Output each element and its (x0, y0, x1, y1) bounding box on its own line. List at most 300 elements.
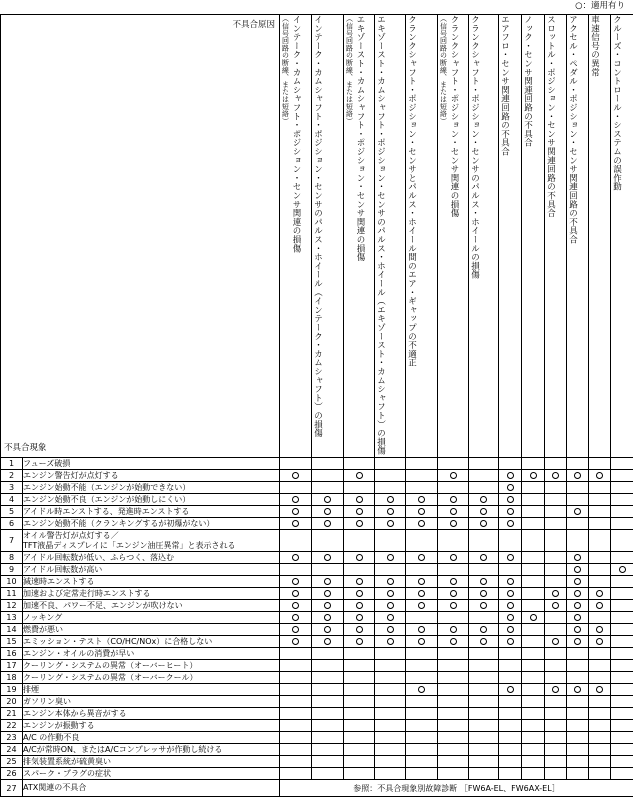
mark-cell (438, 744, 469, 756)
mark-cell (589, 600, 611, 612)
applicable-circle-icon (356, 472, 363, 479)
mark-cell (344, 494, 375, 506)
mark-cell (375, 552, 406, 564)
table-row (1, 518, 633, 530)
row-number: 17 (1, 660, 23, 672)
applicable-circle-icon (324, 578, 331, 585)
mark-cell (312, 600, 344, 612)
applicable-circle-icon (324, 496, 331, 503)
mark-cell (499, 576, 522, 588)
applicable-circle-icon (480, 520, 487, 527)
applicable-circle-icon (356, 496, 363, 503)
mark-cell (611, 576, 633, 588)
mark-cell (589, 744, 611, 756)
cause-main: インテーク・カムシャフト・ポジション・センサのパルス・ホイール（インテーク・カムシャフト）の損傷 (313, 15, 323, 437)
row-number: 3 (1, 482, 23, 494)
applicable-circle-icon (387, 508, 394, 515)
applicable-circle-icon (292, 554, 299, 561)
applicable-circle-icon (507, 520, 514, 527)
mark-cell (589, 636, 611, 648)
cause-label (589, 15, 600, 77)
mark-cell (344, 506, 375, 518)
mark-cell (312, 684, 344, 696)
mark-cell (312, 612, 344, 624)
mark-cell (469, 732, 499, 744)
mark-cell (499, 494, 522, 506)
mark-cell (469, 756, 499, 768)
mark-cell (589, 648, 611, 660)
cause-label (469, 15, 480, 279)
mark-cell (545, 494, 567, 506)
applicable-circle-icon (574, 472, 581, 479)
applicable-circle-icon (596, 602, 603, 609)
cause-header-9 (522, 15, 545, 458)
cause-main: アクセル・ペダル・ポジション・センサ関連回路の不具合 (568, 15, 578, 244)
applicable-circle-icon (418, 638, 425, 645)
mark-cell (344, 720, 375, 732)
table-row (1, 684, 633, 696)
mark-cell (499, 720, 522, 732)
mark-cell (567, 612, 589, 624)
applicable-circle-icon (387, 638, 394, 645)
mark-cell (567, 482, 589, 494)
mark-cell (545, 732, 567, 744)
mark-cell (567, 624, 589, 636)
symptom-line: オイル警告灯が点灯する／ (23, 531, 279, 541)
mark-cell (545, 612, 567, 624)
mark-cell (469, 768, 499, 780)
mark-cell (469, 458, 499, 470)
mark-cell (611, 768, 633, 780)
mark-cell (611, 708, 633, 720)
mark-cell (344, 470, 375, 482)
symptom-cell: エミッション・テスト（CO/HC/NOx）に合格しない (23, 636, 280, 648)
applicable-circle-icon (450, 496, 457, 503)
table-row (1, 768, 633, 780)
mark-cell (589, 768, 611, 780)
mark-cell (406, 660, 438, 672)
applicable-circle-icon (324, 602, 331, 609)
mark-cell (567, 518, 589, 530)
cause-label (499, 15, 510, 156)
symptom-cell: アイドル時エンストする、発進時エンストする (23, 506, 280, 518)
applicable-circle-icon (418, 554, 425, 561)
mark-cell (469, 672, 499, 684)
mark-cell (438, 624, 469, 636)
row-number: 25 (1, 756, 23, 768)
applicable-circle-icon (507, 614, 514, 621)
applicable-circle-icon (292, 496, 299, 503)
applicable-circle-icon (507, 508, 514, 515)
mark-cell (545, 588, 567, 600)
cause-main: スロットル・ポジション・センサ関連回路の不具合 (546, 15, 556, 217)
mark-cell (312, 576, 344, 588)
mark-cell (611, 684, 633, 696)
applicable-circle-icon (480, 578, 487, 585)
mark-cell (567, 660, 589, 672)
mark-cell (375, 756, 406, 768)
cause-label (344, 15, 365, 261)
applicable-circle-icon (387, 626, 394, 633)
cause-label (567, 15, 578, 244)
table-row (1, 756, 633, 768)
applicable-circle-icon (324, 638, 331, 645)
mark-cell (499, 744, 522, 756)
symptom-cause-table (0, 14, 633, 797)
mark-cell (469, 494, 499, 506)
mark-cell (545, 552, 567, 564)
applicable-circle-icon (552, 472, 559, 479)
mark-cell (499, 612, 522, 624)
mark-cell (522, 612, 545, 624)
mark-cell (611, 564, 633, 576)
mark-cell (280, 470, 312, 482)
row-number: 12 (1, 600, 23, 612)
row-number: 20 (1, 696, 23, 708)
applicable-circle-icon (480, 626, 487, 633)
mark-cell (589, 458, 611, 470)
symptom-cell: 加速不良、パワー不足、エンジンが吹けない (23, 600, 280, 612)
cause-header-13 (611, 15, 633, 458)
mark-cell (406, 564, 438, 576)
mark-cell (312, 624, 344, 636)
mark-cell (312, 732, 344, 744)
applicable-circle-icon (574, 578, 581, 585)
mark-cell (522, 458, 545, 470)
row-number: 23 (1, 732, 23, 744)
mark-cell (438, 518, 469, 530)
applicable-circle-icon (292, 508, 299, 515)
mark-cell (611, 672, 633, 684)
mark-cell (312, 494, 344, 506)
mark-cell (406, 648, 438, 660)
mark-cell (344, 482, 375, 494)
mark-cell (522, 624, 545, 636)
mark-cell (522, 518, 545, 530)
mark-cell (438, 576, 469, 588)
applicable-circle-icon (292, 602, 299, 609)
mark-cell (280, 600, 312, 612)
mark-cell (406, 744, 438, 756)
cause-main: クランクシャフト・ポジション・センサのパルス・ホイールの損傷 (470, 15, 480, 279)
mark-cell (469, 600, 499, 612)
mark-cell (545, 564, 567, 576)
applicable-circle-icon (356, 554, 363, 561)
applicable-circle-icon (574, 508, 581, 515)
symptom-cell: エンジン・オイルの消費が早い (23, 648, 280, 660)
symptom-cell: 燃費が悪い (23, 624, 280, 636)
mark-cell (522, 470, 545, 482)
mark-cell (567, 696, 589, 708)
symptom-cell: 加速および定常走行時エンストする (23, 588, 280, 600)
mark-cell (312, 648, 344, 660)
symptom-cell: アイドル回転数が高い (23, 564, 280, 576)
cause-main: クランクシャフト・ポジション・センサとパルス・ホイール間のエア・ギャップの不適正 (407, 15, 417, 367)
applicable-circle-icon (507, 496, 514, 503)
mark-cell (611, 696, 633, 708)
mark-cell (522, 636, 545, 648)
applicable-circle-icon (450, 554, 457, 561)
mark-cell (611, 744, 633, 756)
mark-cell (589, 470, 611, 482)
mark-cell (522, 660, 545, 672)
table-row (1, 552, 633, 564)
mark-cell (469, 470, 499, 482)
mark-cell (567, 506, 589, 518)
mark-cell (280, 720, 312, 732)
mark-cell (344, 612, 375, 624)
mark-cell (375, 660, 406, 672)
applicable-circle-icon (387, 614, 394, 621)
applicable-circle-icon (387, 520, 394, 527)
mark-cell (344, 518, 375, 530)
row-number: 2 (1, 470, 23, 482)
mark-cell (522, 506, 545, 518)
mark-cell (375, 458, 406, 470)
cause-header-11 (567, 15, 589, 458)
mark-cell (567, 648, 589, 660)
mark-cell (469, 530, 499, 552)
mark-cell (469, 708, 499, 720)
mark-cell (469, 744, 499, 756)
mark-cell (611, 612, 633, 624)
mark-cell (375, 600, 406, 612)
table-row (1, 530, 633, 552)
mark-cell (280, 530, 312, 552)
cause-label (406, 15, 417, 367)
mark-cell (611, 624, 633, 636)
mark-cell (499, 552, 522, 564)
symptom-cell: ATX関連の不具合 (23, 780, 280, 797)
mark-cell (406, 612, 438, 624)
cause-label (545, 15, 556, 217)
mark-cell (522, 708, 545, 720)
applicable-circle-icon (480, 554, 487, 561)
cause-header-12 (589, 15, 611, 458)
applicable-circle-icon (552, 590, 559, 597)
applicable-circle-icon (480, 508, 487, 515)
cause-header-8 (499, 15, 522, 458)
mark-cell (589, 552, 611, 564)
mark-cell (611, 552, 633, 564)
cause-header-4 (375, 15, 406, 458)
mark-cell (522, 672, 545, 684)
mark-cell (375, 636, 406, 648)
mark-cell (589, 624, 611, 636)
mark-cell (375, 744, 406, 756)
mark-cell (589, 530, 611, 552)
applicable-circle-icon (552, 686, 559, 693)
mark-cell (545, 708, 567, 720)
row-number: 19 (1, 684, 23, 696)
mark-cell (312, 564, 344, 576)
mark-cell (406, 494, 438, 506)
mark-cell (611, 600, 633, 612)
table-row (1, 636, 633, 648)
mark-cell (499, 696, 522, 708)
table-row (1, 458, 633, 470)
mark-cell (312, 458, 344, 470)
applicable-circle-icon (480, 590, 487, 597)
symptom-cell: 排煙 (23, 684, 280, 696)
mark-cell (438, 756, 469, 768)
applicable-circle-icon (450, 520, 457, 527)
mark-cell (499, 684, 522, 696)
mark-cell (406, 482, 438, 494)
mark-cell (312, 588, 344, 600)
mark-cell (567, 494, 589, 506)
mark-cell (344, 564, 375, 576)
mark-cell (611, 458, 633, 470)
mark-cell (522, 720, 545, 732)
applicable-circle-icon (324, 590, 331, 597)
mark-cell (522, 648, 545, 660)
mark-cell (567, 530, 589, 552)
mark-cell (312, 708, 344, 720)
mark-cell (611, 756, 633, 768)
applicable-circle-icon (619, 566, 626, 573)
table-row (1, 708, 633, 720)
mark-cell (312, 768, 344, 780)
mark-cell (375, 708, 406, 720)
mark-cell (589, 732, 611, 744)
row-number: 24 (1, 744, 23, 756)
mark-cell (545, 768, 567, 780)
mark-cell (438, 588, 469, 600)
cause-main: エキゾースト・カムシャフト・ポジション・センサのパルス・ホイール（エキゾースト・カムシャフト）の損傷 (376, 15, 386, 455)
mark-cell (344, 552, 375, 564)
applicable-circle-icon (574, 554, 581, 561)
mark-cell (545, 672, 567, 684)
row-number: 27 (1, 780, 23, 797)
mark-cell (522, 588, 545, 600)
mark-cell (375, 672, 406, 684)
applicable-circle-icon (324, 614, 331, 621)
applicable-circle-icon (324, 626, 331, 633)
applicable-circle-icon (507, 578, 514, 585)
mark-cell (375, 720, 406, 732)
mark-cell (522, 756, 545, 768)
mark-cell (312, 518, 344, 530)
mark-cell (469, 564, 499, 576)
row-number: 6 (1, 518, 23, 530)
mark-cell (522, 552, 545, 564)
mark-cell (280, 458, 312, 470)
cause-header-5 (406, 15, 438, 458)
mark-cell (499, 636, 522, 648)
mark-cell (344, 576, 375, 588)
mark-cell (375, 518, 406, 530)
mark-cell (438, 482, 469, 494)
mark-cell (438, 660, 469, 672)
mark-cell (375, 768, 406, 780)
symptom-cell (23, 530, 280, 552)
row-number: 14 (1, 624, 23, 636)
mark-cell (499, 458, 522, 470)
cause-label (375, 15, 386, 455)
symptom-cell: エンジンが振動する (23, 720, 280, 732)
mark-cell (522, 530, 545, 552)
symptom-cell: エンジン始動不良（エンジンが始動しにくい） (23, 494, 280, 506)
mark-cell (280, 624, 312, 636)
mark-cell (406, 684, 438, 696)
applicable-circle-icon (450, 508, 457, 515)
applicable-circle-icon (356, 638, 363, 645)
mark-cell (499, 732, 522, 744)
mark-cell (545, 470, 567, 482)
mark-cell (344, 530, 375, 552)
mark-cell (611, 506, 633, 518)
applicable-circle-icon (292, 520, 299, 527)
mark-cell (611, 494, 633, 506)
mark-cell (280, 576, 312, 588)
mark-cell (280, 756, 312, 768)
mark-cell (312, 744, 344, 756)
table-row (1, 780, 633, 797)
mark-cell (406, 518, 438, 530)
mark-cell (499, 588, 522, 600)
applicable-circle-icon (450, 602, 457, 609)
mark-cell (406, 624, 438, 636)
mark-cell (611, 732, 633, 744)
applicable-circle-icon (387, 554, 394, 561)
mark-cell (438, 696, 469, 708)
applicable-circle-icon (387, 590, 394, 597)
mark-cell (545, 518, 567, 530)
applicable-circle-icon (507, 638, 514, 645)
mark-cell (611, 530, 633, 552)
mark-cell (545, 744, 567, 756)
cause-header-10 (545, 15, 567, 458)
applicable-circle-icon (596, 638, 603, 645)
applicable-circle-icon (356, 508, 363, 515)
cause-main: 車速信号の異常 (590, 15, 600, 77)
mark-cell (567, 636, 589, 648)
mark-cell (545, 684, 567, 696)
table-row (1, 482, 633, 494)
cause-main: ノック・センサ関連回路の不具合 (523, 15, 533, 147)
mark-cell (406, 672, 438, 684)
mark-cell (375, 648, 406, 660)
applicable-circle-icon (507, 626, 514, 633)
mark-cell (375, 506, 406, 518)
applicable-circle-icon (356, 520, 363, 527)
mark-cell (375, 588, 406, 600)
mark-cell (438, 530, 469, 552)
mark-cell (567, 720, 589, 732)
symptom-cell: 減速時エンストする (23, 576, 280, 588)
cause-header-1 (280, 15, 312, 458)
cause-main: インテーク・カムシャフト・ポジション・センサ関連の損傷 (291, 15, 301, 253)
mark-cell (438, 708, 469, 720)
cause-label (280, 15, 301, 253)
applicable-circle-icon (574, 686, 581, 693)
legend: ○：適用有り (575, 1, 625, 12)
symptom-cell: スパーク・プラグの症状 (23, 768, 280, 780)
mark-cell (567, 708, 589, 720)
applicable-circle-icon (574, 638, 581, 645)
mark-cell (522, 494, 545, 506)
mark-cell (499, 708, 522, 720)
mark-cell (312, 672, 344, 684)
cause-label (611, 15, 622, 191)
mark-cell (522, 768, 545, 780)
mark-cell (469, 576, 499, 588)
mark-cell (280, 518, 312, 530)
mark-cell (438, 648, 469, 660)
mark-cell (589, 576, 611, 588)
mark-cell (589, 612, 611, 624)
